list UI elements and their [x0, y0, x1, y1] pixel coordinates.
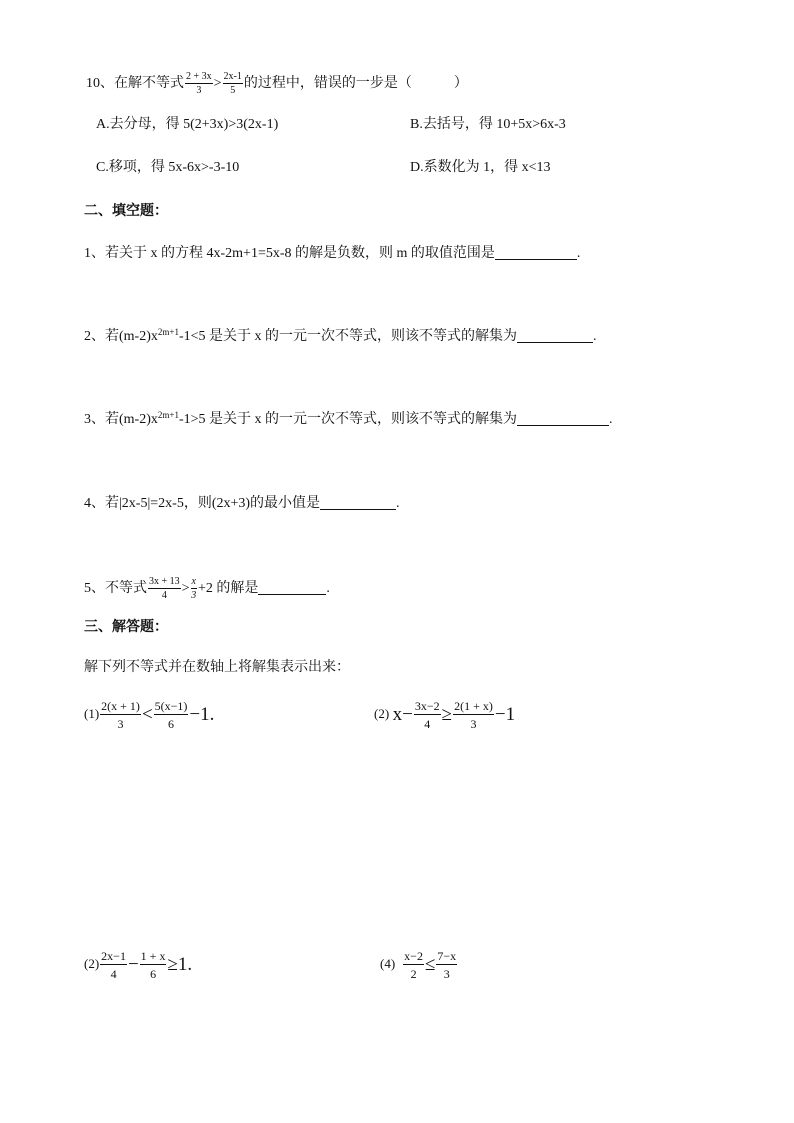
problem-1: (1) $\frac{2(x + 1)}{3}$ < $\frac{5(x-1)}{6}$ −1. [84, 699, 215, 731]
answer-blank[interactable] [517, 411, 609, 426]
section3-instruction: 解下列不等式并在数轴上将解集表示出来： [84, 660, 350, 675]
answer-blank[interactable] [495, 245, 577, 260]
answer-blank[interactable] [320, 495, 396, 510]
p3-fraction-1: $\frac{2x-1}{4}$ [101, 949, 126, 981]
fill-q4: 4、若|2x-5|=2x-5，则(2x+3)的最小值是 . [84, 496, 400, 511]
answer-blank[interactable] [517, 328, 593, 343]
section2-title: 二、填空题： [84, 203, 168, 219]
answer-blank[interactable] [258, 580, 326, 595]
p3-fraction-2: $\frac{1 + x}{6}$ [140, 949, 166, 981]
q10-option-c: C.移项，得 5x-6x>-3-10 [96, 160, 240, 175]
fill-q3: 3、若$(m-2)x^{2m+1}-1>5$ 是关于 x 的一元一次不等式，则该不等式的解集为 . [84, 410, 613, 427]
q5-fraction-1: $\frac{3x + 13}{4}$ [149, 576, 180, 601]
fill-q5: 5、不等式 $\frac{3x + 13}{4}$ > $\frac{x}{3}$ +2 的解是 . [84, 576, 330, 601]
q10-option-a: A.去分母，得 5(2+3x)>3(2x-1) [96, 117, 279, 132]
q10-fraction-1: $\frac{2 + 3x}{3}$ [186, 71, 212, 96]
q10-suffix: 的过程中，错误的一步是（ ） [243, 76, 468, 92]
q10-fraction-2: $\frac{2x-1}{5}$ [223, 71, 242, 96]
problem-4: (4) $\frac{x-2}{2}$ ≤ $\frac{7-x}{3}$ [380, 949, 457, 981]
fill-q1: 1、若关于 x 的方程 4x-2m+1=5x-8 的解是负数，则 m 的取值范围是 . [84, 246, 581, 261]
q10-prefix: 10、在解不等式 [86, 76, 184, 92]
p4-fraction-2: $\frac{7-x}{3}$ [437, 949, 457, 981]
q5-fraction-2: $\frac{x}{3}$ [191, 576, 197, 601]
q10-option-b: B.去括号，得 10+5x>6x-3 [410, 117, 566, 132]
p1-fraction-2: $\frac{5(x-1)}{6}$ [154, 699, 188, 731]
problem-2: (2) x− $\frac{3x-2}{4}$ ≥ $\frac{2(1 + x)}{3}$ −1 [374, 699, 516, 731]
p1-fraction-1: $\frac{2(x + 1)}{3}$ [101, 699, 140, 731]
section3-title: 三、解答题： [84, 619, 168, 635]
problem-3: (2) $\frac{2x-1}{4}$ − $\frac{1 + x}{6}$ ≥1. [84, 949, 193, 981]
q10-stem: 10、在解不等式 $\frac{2 + 3x}{3}$ > $\frac{2x-1}{5}$ 的过程中，错误的一步是（ ） [86, 71, 468, 96]
fill-q2: 2、若$(m-2)x^{2m+1}-1<5$ 是关于 x 的一元一次不等式，则该不等式的解集为 . [84, 327, 597, 344]
p2-fraction-1: $\frac{3x-2}{4}$ [414, 699, 440, 731]
p4-fraction-1: $\frac{x-2}{2}$ [404, 949, 423, 981]
q10-option-d: D.系数化为 1，得 x<13 [410, 160, 551, 175]
p2-fraction-2: $\frac{2(1 + x)}{3}$ [454, 699, 493, 731]
